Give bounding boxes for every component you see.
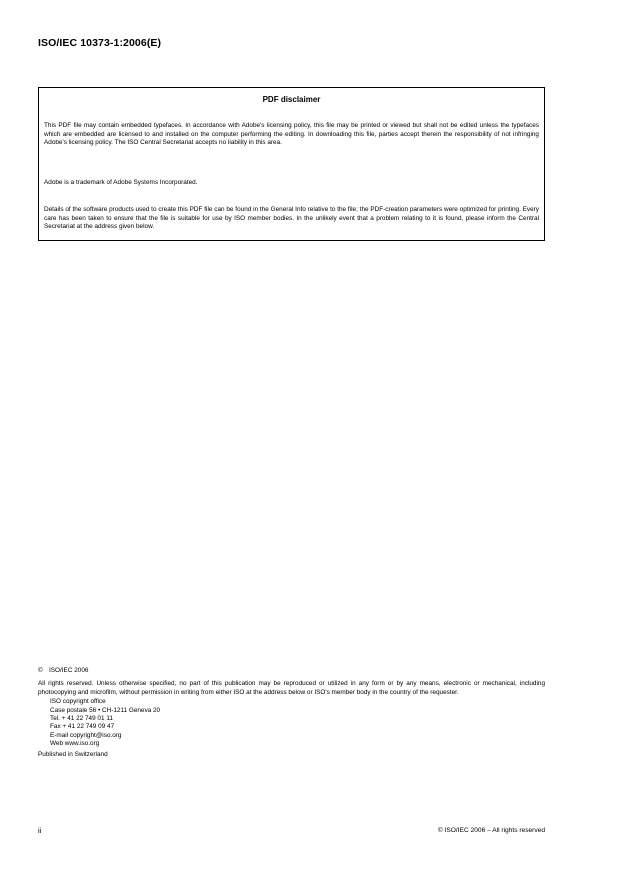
disclaimer-paragraph-typefaces: This PDF file may contain embedded typefaces. In accordance with Adobe's licensing policy, this file may be printed or viewed but shall not be edited unless the typefaces which are embedded are licensed to and installed on the computer performing the editing. In downloading this file, parties accept therein the responsibility of not infringing Adobe's licensing policy. The ISO Central Secretariat accepts no liability in this area.: [44, 122, 539, 147]
disclaimer-title: PDF disclaimer: [262, 95, 321, 104]
copyright-block: [38, 667, 545, 759]
pdf-disclaimer-box: [38, 87, 545, 241]
document-header: ISO/IEC 10373-1:2006(E): [38, 37, 162, 49]
office-email: E-mail copyright@iso.org: [50, 731, 122, 739]
office-fax: Fax + 41 22 749 09 47: [50, 723, 115, 731]
disclaimer-paragraph-trademark: Adobe is a trademark of Adobe Systems Incorporated.: [44, 179, 198, 186]
rights-paragraph: All rights reserved. Unless otherwise specified, no part of this publication may be reproduced or utilized in any form or by any means, electronic or mechanical, including photocopying and microfilm, without permission in writing from either ISO at the address below or ISO's member body in the country of the requester.: [38, 680, 545, 696]
office-tel: Tel. + 41 22 749 01 11: [50, 715, 113, 723]
page-number: ii: [38, 826, 42, 835]
disclaimer-paragraph-software: Details of the software products used to create this PDF file can be found in the General Info relative to the file; the PDF-creation parameters were optimized for printing. Every care has been taken to ensure that the file is suitable for use by ISO member bodies. In the unlikely event that a problem relating to it is found, please inform the Central Secretariat at the address given below.: [44, 206, 539, 231]
copyright-symbol: ©: [38, 667, 43, 674]
published-location: Published in Switzerland: [38, 750, 108, 758]
copyright-line: [38, 667, 545, 675]
copyright-holder: ISO/IEC 2006: [49, 667, 89, 674]
office-name: ISO copyright office: [50, 698, 106, 706]
office-postal: Case postale 56 • CH-1211 Geneva 20: [50, 706, 161, 714]
copyright-office-address: [38, 698, 545, 748]
footer-rights: © ISO/IEC 2006 – All rights reserved: [437, 827, 545, 834]
office-web: Web www.iso.org: [50, 740, 100, 748]
